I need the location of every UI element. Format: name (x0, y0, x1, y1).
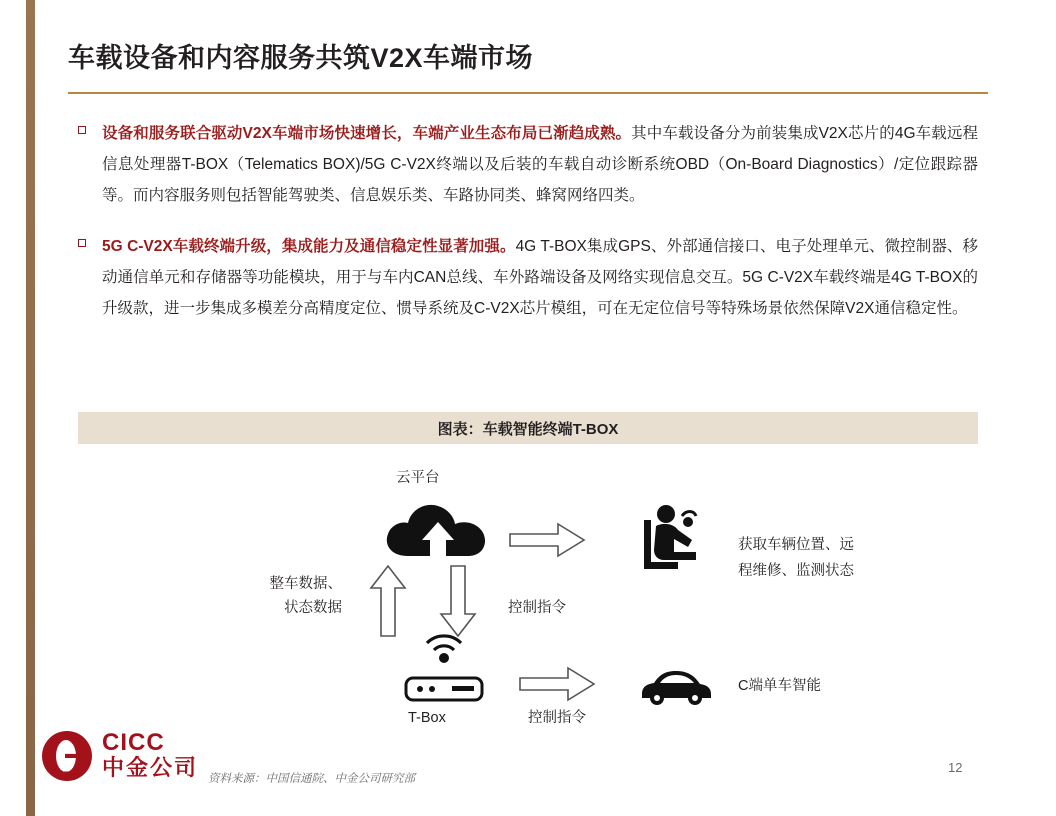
vehicle-data-line2: 状态数据 (284, 600, 342, 616)
tbox-label: T-Box (408, 710, 446, 726)
figure-caption: 图表：车载智能终端T-BOX (78, 412, 978, 444)
logo-mark-icon (42, 731, 92, 781)
remote-service-line2: 程维修、监测状态 (738, 563, 854, 579)
bullet-marker-icon (78, 126, 86, 134)
router-antenna-icon (396, 634, 492, 715)
bullet-text: 其中车载设备分为前装集成V2X芯片的4G车载远程信息处理器T-BOX（Telematics BOX)/5G C-V2X终端以及后装的车载自动诊断系统OBD（On-Board Diagnostics）/定位跟踪器等。而内容服务则包括智能驾驶类、信息娱乐类、车路协同类、蜂窝网络四类。 (102, 125, 978, 204)
logo-en: CICC (102, 729, 165, 756)
bullet-item (78, 118, 978, 211)
vehicle-data-label (250, 572, 342, 620)
control-command-label-2: 控制指令 (528, 710, 586, 726)
c-side-label: C端单车智能 (738, 678, 821, 694)
page-number: 12 (948, 760, 963, 775)
remote-service-line1: 获取车辆位置、远 (738, 537, 854, 553)
arrow-down-icon (438, 564, 478, 643)
arrow-right-icon (508, 522, 588, 563)
bullet-lead: 5G C-V2X车载终端升级，集成能力及通信稳定性显著加强。 (102, 238, 516, 255)
arrow-up-icon (368, 564, 408, 643)
remote-service-label (738, 532, 908, 584)
bullet-paragraph (102, 231, 978, 324)
body-content (78, 118, 978, 344)
figure-container (78, 412, 978, 732)
bullet-lead: 设备和服务联合驱动V2X车端市场快速增长，车端产业生态布局已渐趋成熟。 (102, 125, 632, 142)
title-divider (68, 92, 988, 94)
source-note: 资料来源：中国信通院、中金公司研究部 (208, 773, 415, 785)
logo-cn: 中金公司 (102, 755, 199, 780)
cicc-logo (42, 730, 198, 781)
page-title: 车载设备和内容服务共筑V2X车端市场 (68, 43, 534, 73)
left-accent-bar (26, 0, 35, 816)
car-icon (638, 664, 714, 713)
logo-text (102, 730, 198, 781)
bullet-marker-icon (78, 239, 86, 247)
cloud-upload-icon (378, 496, 502, 571)
bullet-paragraph (102, 118, 978, 211)
bullet-item (78, 231, 978, 324)
bullet-text: 4G T-BOX集成GPS、外部通信接口、电子处理单元、微控制器、移动通信单元和存储器等功能模块，用于与车内CAN总线、车外路端设备及网络实现信息交互。5G C-V2X车载终端是4G T-BOX的升级款，进一步集成多模差分高精度定位、惯导系统及C-V2X芯片模组，可在无定位信号等特殊场景依然保障V2X通信稳定性。 (102, 238, 979, 317)
figure-diagram (78, 444, 978, 732)
control-command-label-1: 控制指令 (508, 600, 566, 616)
person-working-icon (630, 502, 716, 577)
vehicle-data-line1: 整车数据、 (269, 576, 342, 592)
cloud-label: 云平台 (396, 470, 440, 486)
arrow-right-icon (518, 666, 598, 707)
